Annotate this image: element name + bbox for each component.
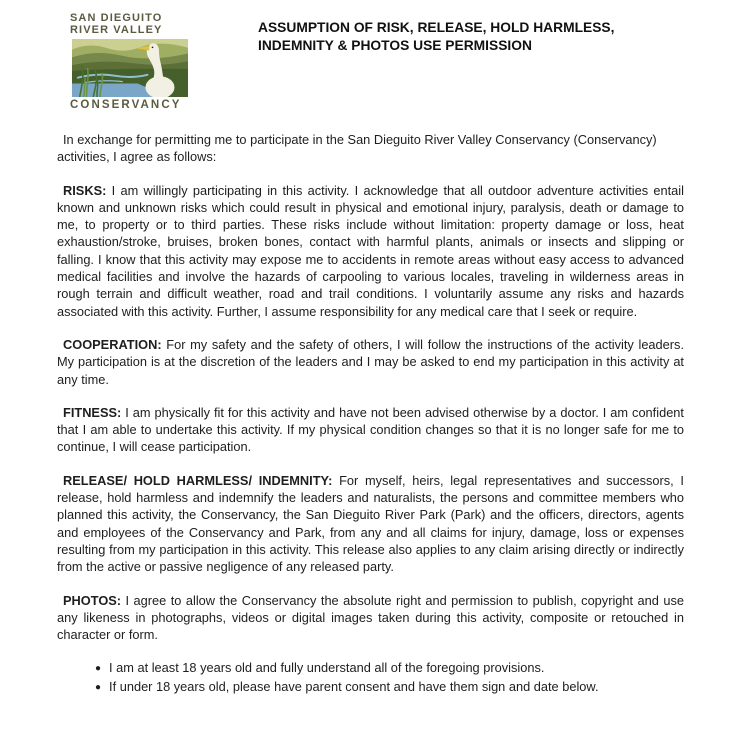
intro-paragraph: In exchange for permitting me to participate in the San Dieguito River Valley Conservancy (Conservancy) activities, I agree as follows: (57, 132, 657, 165)
fitness-paragraph (57, 404, 684, 456)
document-title-line1: ASSUMPTION OF RISK, RELEASE, HOLD HARMLESS, (258, 20, 615, 35)
age-provisions-list (57, 659, 684, 696)
list-item-adult-provision: ● I am at least 18 years old and fully understand all of the foregoing provisions. (95, 659, 684, 677)
photos-label: PHOTOS: (63, 592, 122, 608)
fitness-label: FITNESS: (63, 404, 122, 420)
release-label: RELEASE/ HOLD HARMLESS/ INDEMNITY: (63, 472, 333, 488)
risks-label: RISKS: (63, 182, 107, 198)
photos-text: I agree to allow the Conservancy the absolute right and permission to publish, copyright and use any likeness in photographs, videos or digital images taken during this activity, composite or retouched in character or form. (57, 592, 684, 643)
risks-paragraph (57, 182, 684, 320)
release-text: For myself, heirs, legal representatives and successors, I release, hold harmless and indemnify the leaders and naturalists, the persons and committee members who planned this activity, the Conservancy, the San Dieguito River Park (Park) and the officers, directors, agents and employees of the Conservancy and Park, from any and all claims for injury, damage, loss or expenses resulting from my participation in this activity. This release also applies to any claim arising directly or indirectly from the active or passive negligence of any released party. (57, 472, 684, 575)
cooperation-label: COOPERATION: (63, 336, 162, 352)
document-body (57, 131, 684, 696)
eye-dot (152, 46, 154, 48)
list-item-minor-provision: ● If under 18 years old, please have parent consent and have them sign and date below. (95, 678, 684, 696)
cooperation-text: For my safety and the safety of others, I will follow the instructions of the activity leaders. My participation is at the discretion of the leaders and I may be asked to end my participation in this activity at any time. (57, 336, 684, 387)
release-paragraph (57, 472, 684, 576)
logo-org-name-line1: SAN DIEGUITO (70, 12, 163, 24)
logo-org-name-line3: CONSERVANCY (70, 99, 182, 111)
document-title (258, 19, 688, 54)
conservancy-logo (70, 12, 192, 112)
fitness-text: I am physically fit for this activity and have not been advised otherwise by a doctor. I am confident that I am able to undertake this activity. If my physical condition changes so that it is no longer safe for me to continue, I will cease participation. (57, 404, 684, 455)
logo-org-name-line2: RIVER VALLEY (70, 24, 163, 36)
egret-landscape-logo-icon (70, 39, 190, 97)
cooperation-paragraph (57, 336, 684, 388)
photos-paragraph (57, 592, 684, 644)
risks-text: I am willingly participating in this activity. I acknowledge that all outdoor adventure activities entail known and unknown risks which could result in physical and emotional injury, paralysis, death or damage to me, to property or to third parties. These risks include without limitation: property damage or loss, heat exhaustion/stroke, bruises, broken bones, contact with harmful plants, animals or insects and slipping or falling. I know that this activity may expose me to accidents in remote areas without easy access to advanced medical facilities and involve the hazards of carpooling to various locales, traveling in wilderness areas in rough terrain and difficult weather, road and trail conditions. I voluntarily assume any risks and hazards associated with this activity. Further, I assume responsibility for any medical care that I seek or require. (57, 182, 684, 319)
document-title-line2: INDEMNITY & PHOTOS USE PERMISSION (258, 37, 532, 53)
